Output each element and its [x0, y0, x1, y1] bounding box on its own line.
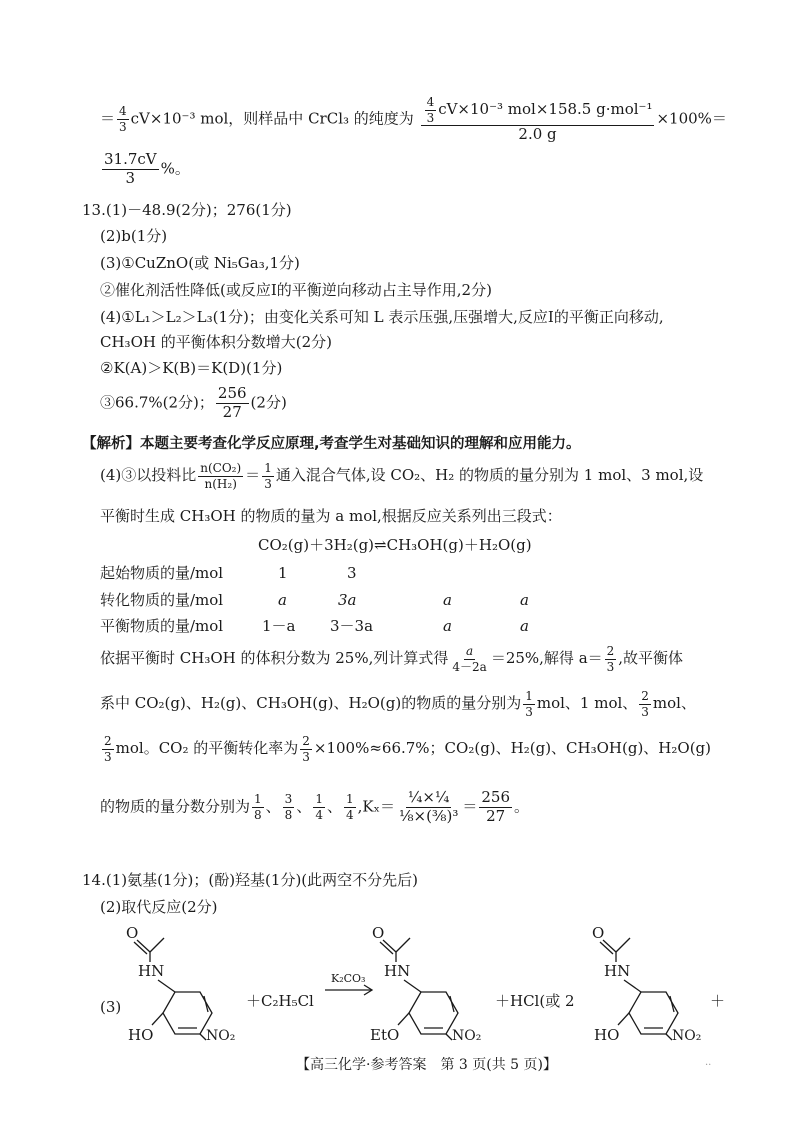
q14-line1: 14.(1)氨基(1分)；(酚)羟基(1分)(此两空不分先后) [82, 871, 419, 889]
text: ×100%＝ [656, 109, 727, 128]
q13-line1: 13.(1)－48.9(2分)；276(1分) [82, 201, 292, 219]
stage-cell: 3－3a [330, 617, 374, 635]
analysis-p1: (4)③以投料比 $\frac{\text{n(CO₂)}}{\text{n(H₂)}}$ ＝ $\frac{1}{3}$ 通入混合气体,设 CO₂、H₂ 的物质的量分别为 1 mol、3 mol,设 [100, 461, 704, 491]
atom-label: O [592, 924, 605, 942]
analysis-p5: $\frac{2}{3}$ mol。CO₂ 的平衡转化率为 $\frac{2}{3}$ ×100%≈66.7%；CO₂(g)、H₂(g)、CH₃OH(g)、H₂O(g) [104, 734, 712, 764]
q14-part3-label: (3) [100, 998, 122, 1016]
plus-sign: ＋ [710, 992, 726, 1010]
atom-label: HN [384, 962, 411, 980]
atom-label: EtO [370, 1026, 400, 1044]
analysis-p6: 的物质的量分数分别为 $\frac{1}{8}$ 、 $\frac{3}{8}$ 、 $\frac{1}{4}$ 、 $\frac{1}{4}$ ,Kₓ＝ $\frac{\text{¼×¼}}{\text{⅛×(⅜)³}}$ ＝ $\frac{256}{27}$ 。 [100, 788, 530, 825]
stage-cell: 3 [347, 564, 357, 582]
q13-line2: (2)b(1分) [100, 227, 168, 245]
text: cV×10⁻³ mol，则样品中 CrCl₃ 的纯度为 [130, 109, 414, 128]
corner-mark: .. [705, 1057, 712, 1068]
stage-row-label: 平衡物质的量/mol [100, 617, 224, 635]
atom-label: NO₂ [206, 1028, 236, 1044]
atom-label: HO [594, 1026, 620, 1044]
reaction-equation: CO₂(g)＋3H₂(g)⇌CH₃OH(g)＋H₂O(g) [258, 536, 532, 554]
stage-cell: 1 [278, 564, 288, 582]
atom-label: O [372, 924, 385, 942]
purity-formula-line: ＝ $\frac{4}{3}$ cV×10⁻³ mol，则样品中 CrCl₃ 的纯度为 $\frac{4}{3}$ cV×10⁻³ mol×158.5 g·mol⁻¹ 2.0 g ×100%＝ [100, 95, 727, 144]
byproduct-text: ＋HCl(或 2 [495, 992, 575, 1010]
q13-line6: CH₃OH 的平衡体积分数增大(2分) [100, 333, 332, 351]
atom-label: NO₂ [672, 1028, 702, 1044]
atom-label: HO [128, 1026, 154, 1044]
product-molecule [380, 938, 458, 1040]
q13-line7: ②K(A)＞K(B)＝K(D)(1分) [100, 359, 283, 377]
stage-cell: a [443, 617, 452, 635]
page-footer: 【高三化学·参考答案 第 3 页(共 5 页)】 [296, 1057, 557, 1073]
stage-cell: a [278, 591, 287, 609]
q13-line5: (4)①L₁＞L₂＞L₃(1分)；由变化关系可知 L 表示压强,压强增大,反应Ⅰ的平衡正向移动, [100, 308, 664, 326]
catalyst-label: K₂CO₃ [331, 972, 366, 985]
stage-cell: a [520, 617, 529, 635]
stage-cell: 1－a [262, 617, 296, 635]
analysis-p4: 系中 CO₂(g)、H₂(g)、CH₃OH(g)、H₂O(g)的物质的量分别为 $\frac{1}{3}$ mol、1 mol、 $\frac{2}{3}$ mol、 [100, 689, 696, 719]
atom-label: HN [138, 962, 165, 980]
atom-label: NO₂ [452, 1028, 482, 1044]
stage-cell: a [520, 591, 529, 609]
byproduct-molecule [600, 938, 678, 1040]
fraction: $\frac{4}{3}$ [119, 104, 127, 134]
stage-cell: 3a [338, 591, 357, 609]
reagent: ＋C₂H₅Cl [246, 992, 314, 1010]
stage-cell: a [443, 591, 452, 609]
analysis-p3: 依据平衡时 CH₃OH 的体积分数为 25%,列计算式得 $\frac{a}{4-2a}$ ＝25%,解得 a＝ $\frac{2}{3}$ ,故平衡体 [100, 644, 684, 674]
q14-line2: (2)取代反应(2分) [100, 898, 218, 916]
analysis-p2: 平衡时生成 CH₃OH 的物质的量为 a mol,根据反应关系列出三段式： [100, 507, 562, 525]
atom-label: HN [604, 962, 631, 980]
q13-line4: ②催化剂活性降低(或反应Ⅰ的平衡逆向移动占主导作用,2分) [100, 281, 492, 299]
reaction-scheme [0, 920, 800, 1045]
purity-result: $\frac{31.7cV}{3}$ %。 [104, 150, 190, 187]
stage-row-label: 起始物质的量/mol [100, 564, 224, 582]
reactant-molecule [134, 938, 212, 1040]
purity-fraction: $\frac{4}{3}$ cV×10⁻³ mol×158.5 g·mol⁻¹ 2.0 g [421, 96, 655, 143]
q13-line3: (3)①CuZnO(或 Ni₅Ga₃,1分) [100, 254, 300, 272]
stage-row-label: 转化物质的量/mol [100, 591, 224, 609]
analysis-title: 【解析】本题主要考查化学反应原理,考查学生对基础知识的理解和应用能力。 [82, 436, 581, 452]
atom-label: O [126, 924, 139, 942]
q13-line8: ③66.7%(2分)； $\frac{256}{27}$ (2分) [100, 384, 287, 421]
